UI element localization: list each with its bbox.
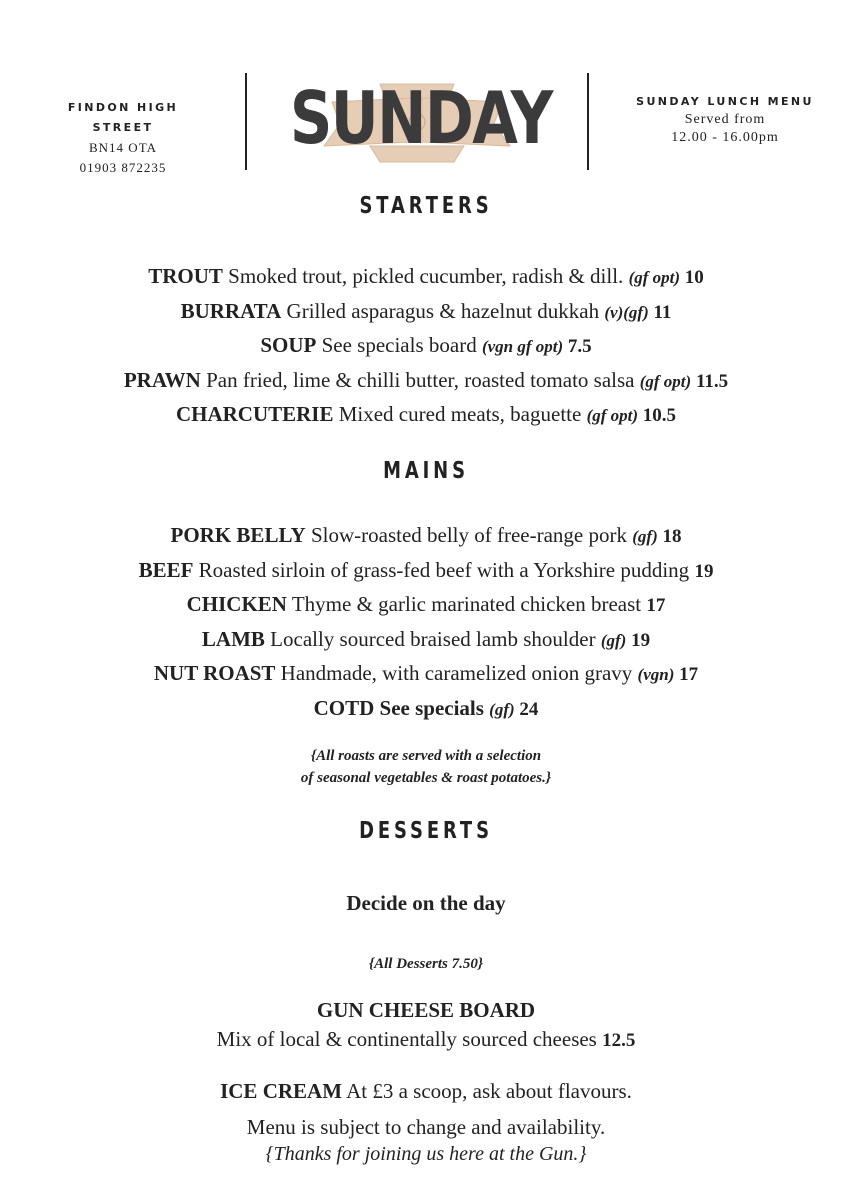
street-name: FINDON HIGH STREET [67, 101, 179, 134]
ice-cream-name: ICE CREAM [220, 1079, 343, 1103]
phone-number: 01903 872235 [79, 160, 167, 175]
served-from-label: Served from [684, 112, 766, 127]
ice-cream-description: At £3 a scoop, ask about flavours. [342, 1079, 632, 1103]
main-item [0, 623, 852, 658]
item-price: 19 [626, 629, 651, 651]
item-description: Smoked trout, pickled cucumber, radish & dill. [222, 264, 629, 288]
item-price: 11 [648, 301, 672, 323]
starters-list [0, 260, 852, 433]
cheese-board-line [0, 1027, 852, 1052]
item-name: CHARCUTERIE [175, 402, 334, 426]
main-item [0, 588, 852, 623]
item-description: Grilled asparagus & hazelnut dukkah [281, 298, 605, 323]
desserts-headline: Decide on the day [346, 891, 506, 915]
dietary-tag: (gf opt) [586, 406, 639, 425]
item-name: SOUP [260, 333, 317, 357]
item-price: 7.5 [563, 336, 592, 357]
item-description: Thyme & garlic marinated chicken breast [286, 592, 647, 616]
item-description: Locally sourced braised lamb shoulder [264, 626, 601, 651]
item-description: Slow-roasted belly of free-range pork [305, 523, 633, 547]
mains-list [0, 519, 852, 726]
item-name: BEEF [138, 557, 194, 582]
item-name: BURRATA [180, 298, 282, 323]
cheese-board-description: Mix of local & continentally sourced cheeses [216, 1027, 603, 1051]
starter-item [0, 295, 852, 330]
item-price: 10.5 [638, 405, 677, 426]
cheese-board-price: 12.5 [602, 1030, 636, 1051]
item-name: CHICKEN [186, 592, 287, 616]
item-description: Pan fried, lime & chilli butter, roasted tomato salsa [200, 367, 640, 392]
item-price: 10 [680, 267, 704, 288]
desserts-price-note: {All Desserts 7.50} [368, 956, 484, 972]
ice-cream-line [0, 1079, 852, 1104]
cheese-board-title: GUN CHEESE BOARD [316, 998, 536, 1022]
item-price: 24 [514, 698, 539, 720]
item-price: 17 [646, 595, 666, 616]
serving-hours: 12.00 - 16.00pm [671, 130, 779, 145]
starter-item [0, 398, 852, 433]
header-divider-right [587, 73, 589, 170]
mains-title: MAINS [383, 458, 469, 484]
item-name: PRAWN [123, 367, 201, 392]
item-price: 17 [674, 664, 699, 685]
dietary-tag: (gf) [600, 630, 627, 650]
item-name: LAMB [201, 626, 265, 651]
roasts-note-line: of seasonal vegetables & roast potatoes.} [300, 770, 552, 786]
starters-title: STARTERS [359, 193, 493, 219]
item-description: See specials board [316, 333, 482, 357]
postcode: BN14 OTA [89, 140, 157, 155]
thank-you-note: {Thanks for joining us here at the Gun.} [265, 1143, 587, 1165]
main-item [0, 692, 852, 727]
availability-disclaimer: Menu is subject to change and availability. [246, 1115, 606, 1139]
desserts-title: DESSERTS [359, 818, 493, 844]
dietary-tag: (gf) [632, 527, 658, 546]
menu-hours-block [632, 93, 818, 147]
item-price: 19 [694, 560, 714, 582]
item-description: Handmade, with caramelized onion gravy [275, 661, 638, 685]
header-divider-left [245, 73, 247, 170]
main-item [0, 554, 852, 589]
main-item [0, 519, 852, 554]
logo [262, 62, 572, 172]
starter-item [0, 260, 852, 295]
item-name: PORK BELLY [170, 523, 306, 547]
dietary-tag: (gf opt) [628, 268, 681, 287]
address-block [42, 98, 204, 178]
dietary-tag: (vgn) [637, 665, 675, 684]
dietary-tag: (gf) [489, 699, 515, 719]
menu-header [0, 0, 852, 190]
logo-wordmark: SUNDAY [289, 76, 552, 160]
roasts-note [0, 745, 852, 789]
menu-label: SUNDAY LUNCH MENU [636, 95, 814, 108]
starter-item [0, 329, 852, 364]
item-price: 18 [657, 526, 682, 547]
starter-item [0, 364, 852, 399]
item-description: Roasted sirloin of grass-fed beef with a Yorkshire pudding [193, 557, 695, 582]
item-price: 11.5 [691, 370, 729, 392]
dietary-tag: (vgn gf opt) [481, 337, 564, 356]
item-name: TROUT [148, 264, 223, 288]
item-name: COTD See specials [313, 695, 484, 720]
item-description: Mixed cured meats, baguette [333, 402, 587, 426]
dietary-tag: (gf opt) [639, 371, 692, 391]
roasts-note-line: {All roasts are served with a selection [310, 748, 542, 764]
main-item [0, 657, 852, 692]
dietary-tag: (v)(gf) [604, 302, 649, 322]
item-name: NUT ROAST [153, 661, 276, 685]
